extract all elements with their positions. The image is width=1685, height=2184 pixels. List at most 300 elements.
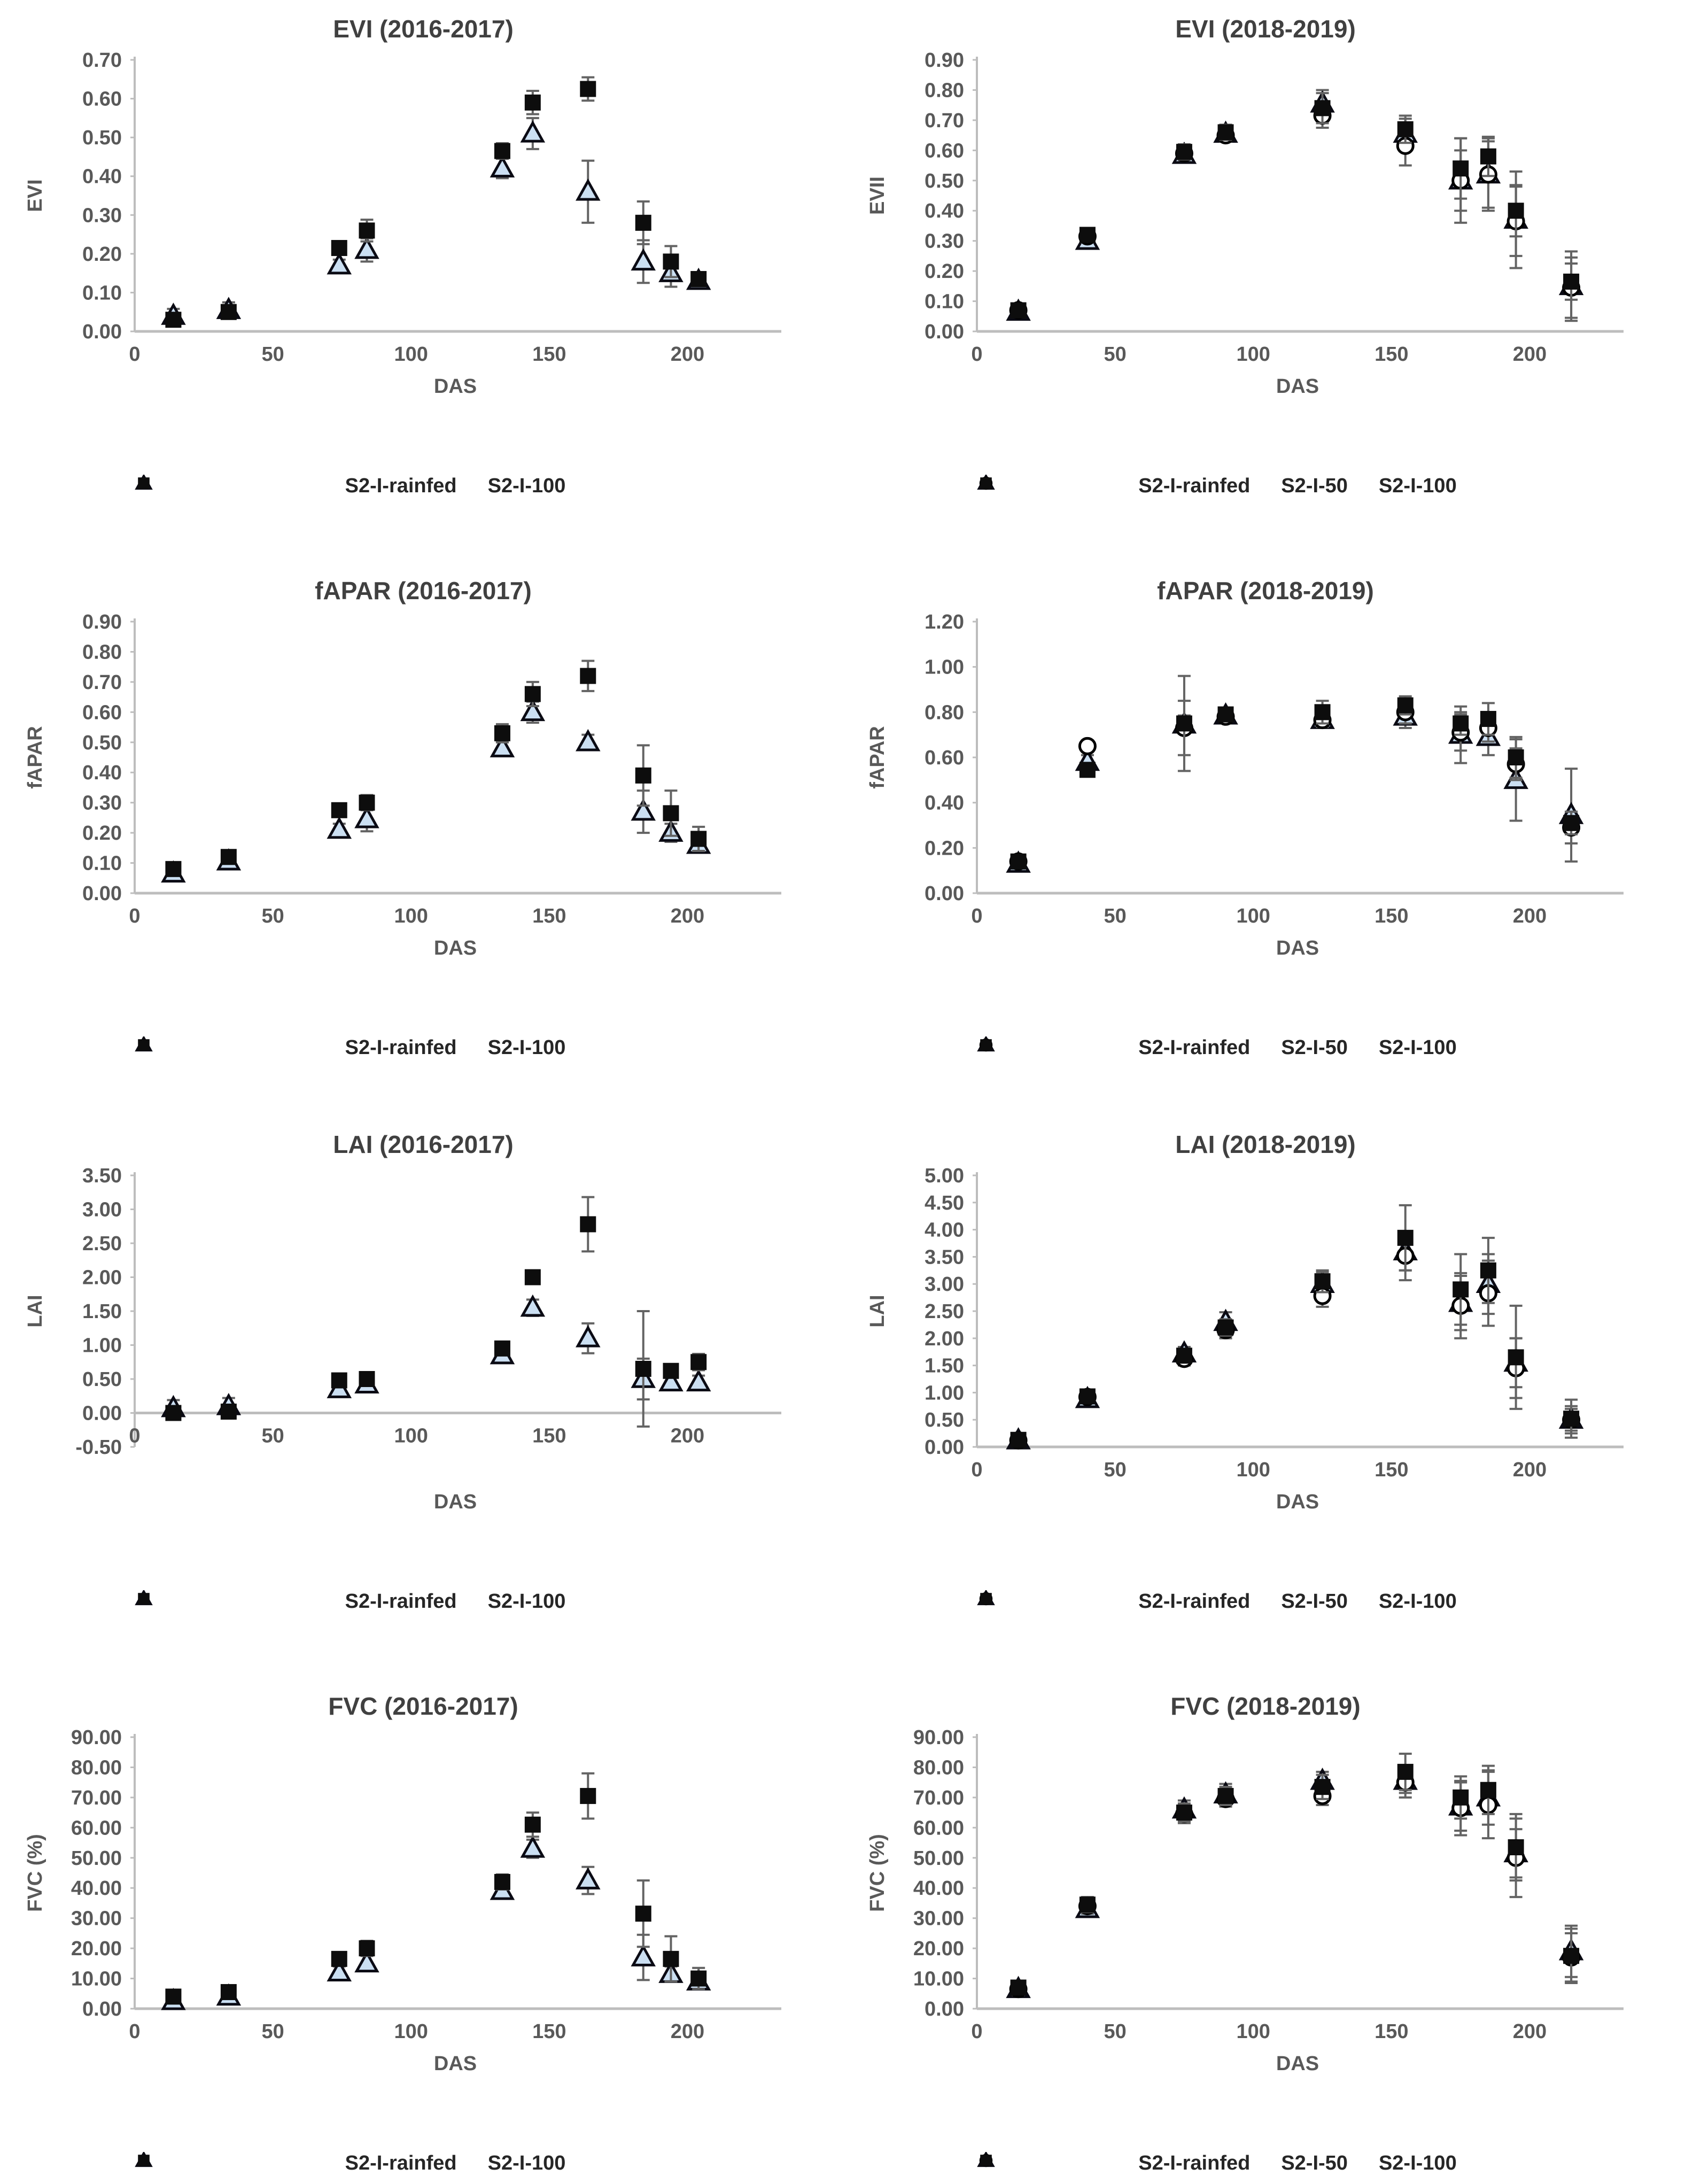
square-marker [1080, 227, 1096, 243]
y-axis-label: fAPAR [866, 726, 889, 789]
square-marker [1218, 1788, 1234, 1804]
y-tick-label: 1.20 [925, 611, 964, 633]
y-tick-label: 1.00 [925, 656, 964, 679]
chart-title: FVC (2016-2017) [328, 1692, 518, 1720]
square-marker [165, 861, 181, 877]
square-marker [690, 1354, 706, 1370]
square-marker [1480, 711, 1496, 727]
chart-canvas [0, 1091, 842, 1637]
legend-item-s2-i-100 [488, 475, 566, 498]
triangle-marker [578, 1328, 598, 1346]
square-marker [690, 271, 706, 287]
square-legend-icon [135, 1036, 153, 1052]
y-axis-label: EVII [866, 176, 889, 215]
chart-body [24, 1130, 781, 1513]
y-tick-label: 0.30 [82, 792, 122, 815]
square-marker [221, 1404, 237, 1420]
series-s2-i-rainfed [163, 118, 709, 323]
y-tick-label: 2.00 [925, 1327, 964, 1350]
square-legend-icon [135, 2152, 153, 2168]
x-tick-label: 150 [1375, 2020, 1409, 2043]
triangle-marker [523, 1838, 543, 1856]
chart-canvas [842, 1637, 1684, 2183]
y-tick-label: 0.00 [82, 1998, 122, 2020]
x-tick-label: 0 [129, 343, 141, 366]
square-marker [1397, 1764, 1414, 1780]
square-marker [1397, 698, 1414, 714]
square-marker [1011, 302, 1027, 318]
square-marker [359, 1940, 375, 1956]
y-tick-label: 4.50 [925, 1191, 964, 1214]
x-axis-label: DAS [1276, 937, 1319, 959]
y-tick-label: 2.00 [82, 1266, 122, 1289]
square-marker [635, 1361, 651, 1377]
square-marker [221, 849, 237, 865]
y-tick-label: 30.00 [913, 1907, 964, 1930]
x-tick-label: 150 [1375, 1459, 1409, 1481]
chart-legend [135, 1590, 776, 1613]
y-tick-label: 0.40 [82, 165, 122, 188]
square-marker-legend [980, 2155, 992, 2166]
chart-legend [977, 1590, 1618, 1613]
y-axis-label: LAI [24, 1295, 46, 1328]
y-tick-label: 0.50 [82, 1368, 122, 1391]
legend-label: S2-I-100 [487, 475, 566, 497]
legend-item-s2-i-100 [488, 1590, 566, 1613]
square-marker [1563, 1948, 1579, 1964]
square-marker [359, 795, 375, 811]
square-marker [1563, 815, 1579, 831]
legend-item-s2-i-100 [1379, 475, 1457, 498]
square-marker [635, 215, 651, 231]
y-tick-label: 0.10 [925, 290, 964, 313]
square-marker [1508, 203, 1524, 219]
series-s2-i-rainfed [163, 1838, 709, 2009]
x-tick-label: 150 [532, 1424, 566, 1447]
y-tick-label: 1.00 [925, 1382, 964, 1405]
legend-label: S2-I-50 [1281, 1590, 1348, 1613]
x-tick-label: 200 [670, 343, 705, 366]
square-marker [494, 725, 510, 741]
x-tick-label: 0 [129, 1424, 141, 1447]
y-tick-label: 0.00 [925, 882, 964, 905]
square-marker [1397, 1230, 1414, 1246]
x-axis-label: DAS [1276, 1491, 1319, 1513]
series-s2-i-rainfed [163, 702, 709, 881]
square-marker [359, 1371, 375, 1387]
chart-legend [135, 2152, 776, 2175]
square-marker-legend [138, 2155, 150, 2166]
chart-canvas [0, 1637, 842, 2183]
square-marker-legend [138, 477, 150, 489]
y-tick-label: 3.50 [82, 1165, 122, 1187]
square-marker [1453, 160, 1469, 176]
square-marker [1508, 749, 1524, 765]
chart-fvc-2018-2019 [842, 1637, 1685, 2184]
square-marker [1218, 124, 1234, 140]
y-tick-label: 70.00 [913, 1786, 964, 1809]
legend-item-s2-i-rainfed [1138, 475, 1250, 498]
y-tick-label: 3.50 [925, 1246, 964, 1269]
y-tick-label: 0.00 [925, 321, 964, 343]
y-tick-label: 0.70 [82, 671, 122, 694]
x-tick-label: 50 [261, 905, 284, 927]
chart-title: FVC (2018-2019) [1170, 1692, 1361, 1720]
square-marker [1315, 100, 1331, 116]
square-marker [690, 831, 706, 847]
x-tick-label: 0 [971, 2020, 983, 2043]
y-tick-label: 0.20 [82, 822, 122, 845]
square-marker [525, 95, 541, 111]
y-tick-label: 0.80 [925, 701, 964, 724]
y-tick-label: 0.50 [82, 731, 122, 754]
y-tick-label: 0.50 [925, 169, 964, 192]
y-tick-label: 80.00 [71, 1756, 122, 1779]
legend-label: S2-I-rainfed [1138, 475, 1251, 497]
y-tick-label: 80.00 [913, 1756, 964, 1779]
square-marker [1011, 854, 1027, 870]
chart-fapar-2016-2017 [0, 546, 842, 1091]
square-legend-icon [977, 2152, 995, 2168]
y-axis-label: FVC (%) [24, 1834, 46, 1912]
square-marker [1508, 1349, 1524, 1365]
legend-item-s2-i-100 [1379, 2152, 1457, 2175]
square-marker [331, 1951, 347, 1967]
chart-title: LAI (2018-2019) [1175, 1130, 1356, 1158]
square-marker [221, 304, 237, 320]
square-marker [1480, 149, 1496, 165]
x-tick-label: 100 [394, 905, 428, 927]
square-marker [165, 1988, 181, 2004]
y-tick-label: 10.00 [913, 1968, 964, 1991]
square-marker [635, 768, 651, 784]
square-marker [580, 1788, 596, 1804]
x-axis-label: DAS [1276, 2053, 1319, 2075]
legend-item-s2-i-rainfed [345, 1036, 457, 1059]
square-marker [663, 253, 679, 269]
square-marker [1176, 1347, 1192, 1364]
square-marker [580, 81, 596, 97]
legend-label: S2-I-100 [487, 1590, 566, 1613]
square-marker [1011, 1432, 1027, 1448]
triangle-marker [633, 251, 654, 269]
series-s2-i-100 [1011, 1754, 1579, 1995]
chart-canvas [842, 1091, 1684, 1637]
triangle-marker [492, 158, 513, 176]
x-tick-label: 100 [1236, 2020, 1270, 2043]
square-marker-legend [980, 477, 992, 489]
x-tick-label: 150 [532, 2020, 566, 2043]
y-tick-label: 0.60 [82, 701, 122, 724]
legend-label: S2-I-50 [1281, 1036, 1348, 1059]
chart-title: EVI (2016-2017) [333, 15, 514, 43]
chart-evi-2018-2019 [842, 0, 1685, 546]
chart-title: fAPAR (2018-2019) [1157, 577, 1374, 605]
triangle-marker [578, 181, 598, 199]
y-tick-label: 20.00 [71, 1938, 122, 1961]
x-tick-label: 150 [532, 343, 566, 366]
chart-lai-2018-2019 [842, 1091, 1685, 1637]
y-tick-label: 60.00 [71, 1817, 122, 1840]
series-s2-i-100 [1011, 93, 1579, 318]
square-marker [1397, 121, 1414, 137]
y-tick-label: 1.00 [82, 1334, 122, 1357]
square-marker [1176, 1804, 1192, 1821]
y-tick-label: 10.00 [71, 1968, 122, 1991]
legend-item-s2-i-100 [488, 2152, 566, 2175]
series-s2-i-50 [1011, 1767, 1579, 1996]
x-tick-label: 0 [971, 343, 983, 366]
square-marker [580, 668, 596, 684]
legend-item-s2-i-rainfed [345, 2152, 457, 2175]
square-marker [1080, 1389, 1096, 1405]
x-tick-label: 200 [670, 1424, 705, 1447]
square-marker [1218, 707, 1234, 723]
x-tick-label: 0 [129, 905, 141, 927]
square-marker [221, 1984, 237, 2000]
chart-body [866, 1130, 1624, 1513]
y-tick-label: 0.90 [925, 49, 964, 72]
triangle-marker [688, 1372, 709, 1390]
legend-label: S2-I-rainfed [345, 1590, 457, 1613]
square-marker [580, 1216, 596, 1232]
x-tick-label: 200 [1512, 1459, 1547, 1481]
square-marker-legend [980, 1593, 992, 1605]
chart-legend [135, 475, 776, 498]
x-axis-label: DAS [1276, 375, 1319, 398]
square-marker [690, 1971, 706, 1987]
chart-body [24, 15, 781, 398]
chart-legend [977, 1036, 1618, 1059]
y-tick-label: 0.80 [925, 79, 964, 102]
square-marker [1080, 762, 1096, 778]
square-marker [1480, 1263, 1496, 1279]
legend-item-s2-i-100 [1379, 1590, 1457, 1613]
x-tick-label: 200 [670, 2020, 705, 2043]
chart-legend [135, 1036, 776, 1059]
legend-item-s2-i-rainfed [345, 1590, 457, 1613]
square-marker [1315, 1273, 1331, 1289]
legend-label: S2-I-rainfed [1138, 2152, 1251, 2174]
square-marker [1563, 1411, 1579, 1427]
legend-label: S2-I-rainfed [345, 1036, 457, 1059]
square-marker [331, 1373, 347, 1389]
square-marker [1453, 716, 1469, 732]
x-tick-label: 100 [1236, 905, 1270, 927]
square-marker [494, 143, 510, 159]
square-marker [1218, 1319, 1234, 1335]
x-tick-label: 150 [1375, 905, 1409, 927]
y-axis-label: LAI [866, 1295, 889, 1328]
y-tick-label: 5.00 [925, 1165, 964, 1187]
square-marker [1176, 144, 1192, 160]
x-tick-label: 100 [394, 1424, 428, 1447]
y-tick-label: 4.00 [925, 1219, 964, 1242]
square-marker [663, 1951, 679, 1967]
x-tick-label: 50 [1104, 343, 1127, 366]
chart-title: fAPAR (2016-2017) [315, 577, 532, 605]
chart-body [866, 15, 1624, 398]
y-axis-label: fAPAR [24, 726, 46, 789]
square-marker [1011, 1979, 1027, 1995]
y-tick-label: 50.00 [913, 1847, 964, 1870]
series-s2-i-rainfed [1008, 90, 1581, 321]
square-marker [525, 1817, 541, 1833]
x-tick-label: 100 [394, 2020, 428, 2043]
x-tick-label: 200 [1512, 343, 1547, 366]
y-tick-label: 0.70 [82, 49, 122, 72]
chart-fapar-2018-2019 [842, 546, 1685, 1091]
chart-canvas [0, 546, 842, 1091]
x-tick-label: 50 [1104, 2020, 1127, 2043]
chart-legend [977, 2152, 1618, 2175]
legend-item-s2-i-50 [1281, 2152, 1348, 2175]
series-s2-i-100 [165, 78, 706, 328]
y-tick-label: 60.00 [913, 1817, 964, 1840]
x-axis-label: DAS [433, 1491, 477, 1513]
square-marker [165, 1405, 181, 1421]
y-tick-label: 0.40 [82, 762, 122, 785]
chart-title: LAI (2016-2017) [333, 1130, 514, 1158]
square-marker [635, 1906, 651, 1922]
x-tick-label: 0 [971, 905, 983, 927]
y-tick-label: 0.50 [925, 1409, 964, 1432]
triangle-marker [633, 1947, 654, 1965]
legend-label: S2-I-100 [1378, 1036, 1457, 1059]
y-tick-label: 3.00 [82, 1198, 122, 1221]
y-tick-label: 0.00 [925, 1436, 964, 1459]
x-tick-label: 50 [261, 343, 284, 366]
y-tick-label: 0.70 [925, 109, 964, 132]
y-tick-label: 1.50 [925, 1354, 964, 1377]
legend-label: S2-I-rainfed [1138, 1036, 1251, 1059]
y-tick-label: 0.00 [82, 321, 122, 343]
y-tick-label: 3.00 [925, 1273, 964, 1296]
square-marker-legend [980, 1039, 992, 1051]
x-tick-label: 150 [532, 905, 566, 927]
x-tick-label: 0 [971, 1459, 983, 1481]
legend-label: S2-I-50 [1281, 2152, 1348, 2174]
x-axis-label: DAS [433, 375, 477, 398]
square-marker [1453, 1790, 1469, 1806]
square-marker [525, 686, 541, 702]
square-marker [1453, 1281, 1469, 1297]
square-marker [525, 1269, 541, 1285]
x-tick-label: 50 [261, 2020, 284, 2043]
triangle-marker [523, 1297, 543, 1315]
legend-label: S2-I-100 [487, 1036, 566, 1059]
triangle-marker [329, 819, 350, 838]
series-s2-i-100 [165, 1773, 706, 2005]
y-tick-label: 50.00 [71, 1847, 122, 1870]
legend-item-s2-i-50 [1281, 1590, 1348, 1613]
y-tick-label: 0.10 [82, 852, 122, 875]
y-tick-label: 0.10 [82, 282, 122, 305]
y-tick-label: 0.30 [82, 204, 122, 227]
triangle-marker [578, 1870, 598, 1888]
square-marker [1508, 1839, 1524, 1855]
square-legend-icon [977, 1036, 995, 1052]
square-legend-icon [135, 1590, 153, 1606]
x-tick-label: 50 [1104, 905, 1127, 927]
legend-label: S2-I-rainfed [345, 2152, 457, 2174]
legend-label: S2-I-100 [1378, 2152, 1457, 2174]
x-tick-label: 50 [1104, 1459, 1127, 1481]
square-legend-icon [977, 475, 995, 491]
legend-label: S2-I-rainfed [345, 475, 457, 497]
y-tick-label: 70.00 [71, 1786, 122, 1809]
y-tick-label: 0.40 [925, 200, 964, 223]
y-tick-label: 40.00 [913, 1877, 964, 1900]
square-marker [663, 805, 679, 821]
legend-item-s2-i-50 [1281, 475, 1348, 498]
square-marker [1176, 716, 1192, 732]
square-marker-legend [138, 1039, 150, 1051]
y-tick-label: 20.00 [913, 1938, 964, 1961]
square-marker [494, 1874, 510, 1890]
legend-item-s2-i-100 [488, 1036, 566, 1059]
x-tick-label: 50 [261, 1424, 284, 1447]
y-tick-label: 0.00 [82, 1402, 122, 1425]
series-s2-i-100 [1011, 676, 1579, 870]
square-marker [1315, 704, 1331, 720]
square-legend-icon [977, 1590, 995, 1606]
x-tick-label: 100 [1236, 1459, 1270, 1481]
y-tick-label: 30.00 [71, 1907, 122, 1930]
legend-item-s2-i-50 [1281, 1036, 1348, 1059]
x-tick-label: 200 [1512, 2020, 1547, 2043]
y-tick-label: 0.50 [82, 127, 122, 150]
y-tick-label: 40.00 [71, 1877, 122, 1900]
legend-item-s2-i-rainfed [1138, 1590, 1250, 1613]
x-tick-label: 200 [1512, 905, 1547, 927]
series-s2-i-100 [165, 661, 706, 877]
y-tick-label: 0.60 [925, 140, 964, 162]
square-marker [1480, 1782, 1496, 1798]
square-marker [1563, 274, 1579, 290]
y-tick-label: 0.20 [82, 243, 122, 266]
x-tick-label: 150 [1375, 343, 1409, 366]
legend-label: S2-I-100 [1378, 1590, 1457, 1613]
series-s2-i-rainfed [163, 1297, 709, 1416]
series-s2-i-100 [165, 1197, 706, 1427]
triangle-marker [329, 255, 350, 273]
x-tick-label: 100 [394, 343, 428, 366]
y-tick-label: 2.50 [82, 1233, 122, 1255]
chart-body [866, 577, 1624, 959]
square-marker [165, 312, 181, 328]
y-tick-label: 0.30 [925, 230, 964, 253]
triangle-marker [578, 732, 598, 750]
legend-label: S2-I-rainfed [1138, 1590, 1251, 1613]
legend-item-s2-i-rainfed [1138, 2152, 1250, 2175]
y-tick-label: 0.60 [82, 88, 122, 111]
triangle-marker [356, 809, 377, 827]
legend-label: S2-I-50 [1281, 475, 1348, 497]
chart-body [866, 1692, 1624, 2075]
y-tick-label: 0.90 [82, 611, 122, 633]
x-axis-label: DAS [433, 2053, 477, 2075]
chart-canvas [842, 0, 1684, 546]
chart-canvas [0, 0, 842, 546]
y-tick-label: 0.00 [925, 1998, 964, 2020]
x-tick-label: 200 [670, 905, 705, 927]
triangle-marker [523, 123, 543, 141]
y-axis-label: EVI [24, 179, 46, 212]
square-legend-icon [135, 475, 153, 491]
y-tick-label: 0.00 [82, 882, 122, 905]
y-tick-label: 0.20 [925, 260, 964, 283]
